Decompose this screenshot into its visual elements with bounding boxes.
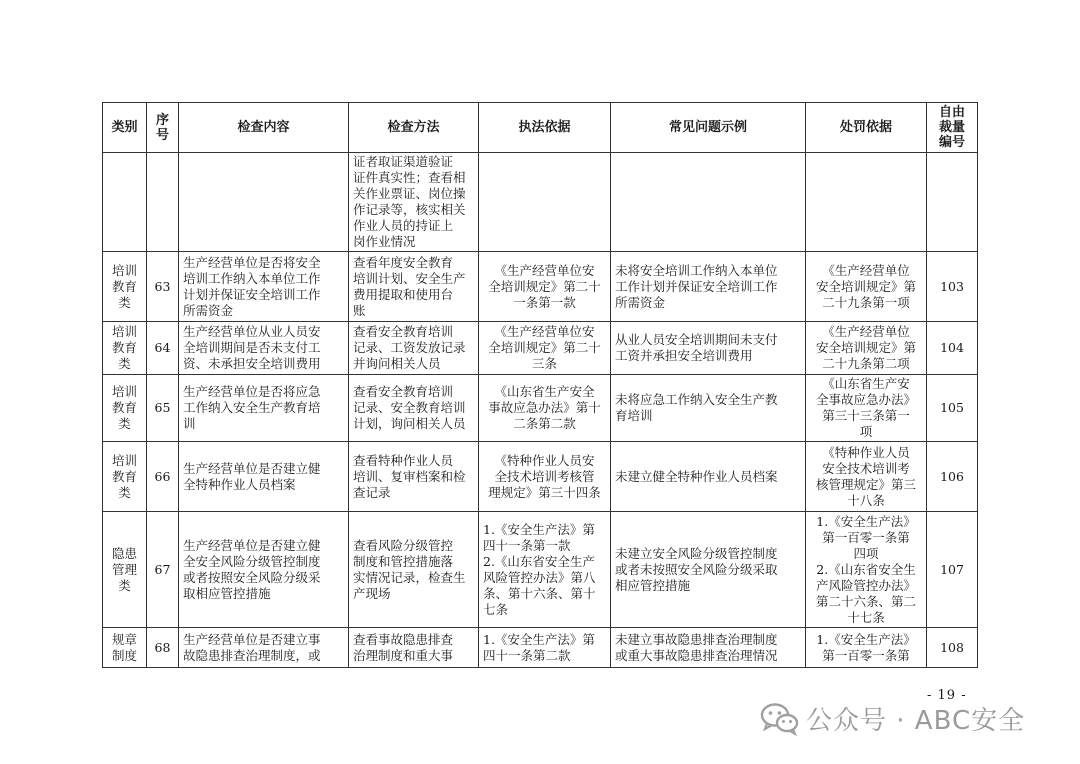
- table-row: [103, 375, 978, 442]
- cell-penalty: 《生产经营单位 安全培训规定》第 二十九条第一项: [806, 252, 927, 322]
- page-number: - 19 -: [927, 688, 967, 703]
- cell-code: 106: [927, 442, 978, 512]
- regulation-table: [102, 102, 978, 668]
- cell-problem: 从业人员安全培训期间未支付 工资并承担安全培训费用: [611, 322, 806, 375]
- cell-penalty: 《特种作业人员 安全技术培训考 核管理规定》第三 十八条: [806, 442, 927, 512]
- cell-content: 生产经营单位是否将安全 培训工作纳入本单位工作 计划并保证安全培训工作 所需资金: [179, 252, 349, 322]
- cell-penalty: 《生产经营单位 安全培训规定》第 二十九条第二项: [806, 322, 927, 375]
- cell-no: 68: [147, 628, 179, 668]
- header-penalty: 处罚依据: [806, 103, 927, 153]
- cell-content: [179, 153, 349, 252]
- cell-basis: 《生产经营单位安 全培训规定》第二十 一条第一款: [479, 252, 611, 322]
- header-content: 检查内容: [179, 103, 349, 153]
- cell-no: 63: [147, 252, 179, 322]
- cell-code: 107: [927, 512, 978, 628]
- header-code: 自由 裁量 编号: [927, 103, 978, 153]
- cell-penalty: 《山东省生产安 全事故应急办法》 第三十三条第一 项: [806, 375, 927, 442]
- table-row: [103, 322, 978, 375]
- wechat-icon: [760, 702, 800, 736]
- cell-code: [927, 153, 978, 252]
- cell-no: [147, 153, 179, 252]
- cell-problem: 未将安全培训工作纳入本单位 工作计划并保证安全培训工作 所需资金: [611, 252, 806, 322]
- cell-method: 查看安全教育培训 记录、安全教育培训 计划，询问相关人员: [349, 375, 479, 442]
- cell-content: 生产经营单位是否建立健 全安全风险分级管控制度 或者按照安全风险分级采 取相应管控措施: [179, 512, 349, 628]
- cell-basis: 《山东省生产安全 事故应急办法》第十 二条第二款: [479, 375, 611, 442]
- cell-problem: [611, 153, 806, 252]
- cell-content: 生产经营单位是否将应急 工作纳入安全生产教育培 训: [179, 375, 349, 442]
- cell-penalty: 1.《安全生产法》 第一百零一条第: [806, 628, 927, 668]
- cell-category: [103, 153, 147, 252]
- cell-penalty: [806, 153, 927, 252]
- cell-method: 查看风险分级管控 制度和管控措施落 实情况记录，检查生 产现场: [349, 512, 479, 628]
- cell-problem: 未建立事故隐患排查治理制度 或重大事故隐患排查治理情况: [611, 628, 806, 668]
- header-no: 序 号: [147, 103, 179, 153]
- cell-category: 培训 教育 类: [103, 375, 147, 442]
- header-method: 检查方法: [349, 103, 479, 153]
- cell-problem: 未将应急工作纳入安全生产教 育培训: [611, 375, 806, 442]
- table-row: [103, 512, 978, 628]
- cell-penalty: 1.《安全生产法》 第一百零一条第 四项 2.《山东省安全生 产风险管控办法》 第二十六条、第二 十七条: [806, 512, 927, 628]
- cell-basis: 1.《安全生产法》第 四十一条第一款 2.《山东省安全生产 风险管控办法》第八 条、第十六条、第十 七条: [479, 512, 611, 628]
- cell-category: 培训 教育 类: [103, 322, 147, 375]
- table-row: [103, 252, 978, 322]
- cell-method: 查看安全教育培训 记录、工资发放记录 并询问相关人员: [349, 322, 479, 375]
- cell-basis: [479, 153, 611, 252]
- cell-code: 103: [927, 252, 978, 322]
- cell-category: 培训 教育 类: [103, 252, 147, 322]
- header-category: 类别: [103, 103, 147, 153]
- watermark: [760, 700, 1025, 737]
- cell-code: 105: [927, 375, 978, 442]
- cell-content: 生产经营单位从业人员安 全培训期间是否未支付工 资、未承担安全培训费用: [179, 322, 349, 375]
- cell-method: 查看特种作业人员 培训、复审档案和检 查记录: [349, 442, 479, 512]
- header-basis: 执法依据: [479, 103, 611, 153]
- cell-method: 查看事故隐患排查 治理制度和重大事: [349, 628, 479, 668]
- cell-no: 65: [147, 375, 179, 442]
- cell-no: 66: [147, 442, 179, 512]
- table-row: [103, 153, 978, 252]
- cell-code: 108: [927, 628, 978, 668]
- watermark-text: 公众号 · ABC安全: [806, 706, 1026, 736]
- cell-basis: 1.《安全生产法》第 四十一条第二款: [479, 628, 611, 668]
- header-problem: 常见问题示例: [611, 103, 806, 153]
- cell-basis: 《特种作业人员安 全技术培训考核管 理规定》第三十四条: [479, 442, 611, 512]
- table-row: [103, 628, 978, 668]
- table-header: [103, 103, 978, 153]
- cell-category: 隐患 管理 类: [103, 512, 147, 628]
- cell-category: 规章 制度: [103, 628, 147, 668]
- cell-code: 104: [927, 322, 978, 375]
- cell-problem: 未建立安全风险分级管控制度 或者未按照安全风险分级采取 相应管控措施: [611, 512, 806, 628]
- cell-content: 生产经营单位是否建立健 全特种作业人员档案: [179, 442, 349, 512]
- cell-problem: 未建立健全特种作业人员档案: [611, 442, 806, 512]
- cell-method: 证者取证渠道验证 证件真实性；查看相 关作业票证、岗位操 作记录等，核实相关 作业人员的持证上 岗作业情况: [349, 153, 479, 252]
- cell-basis: 《生产经营单位安 全培训规定》第二十 三条: [479, 322, 611, 375]
- cell-category: 培训 教育 类: [103, 442, 147, 512]
- cell-no: 67: [147, 512, 179, 628]
- cell-no: 64: [147, 322, 179, 375]
- cell-content: 生产经营单位是否建立事 故隐患排查治理制度，或: [179, 628, 349, 668]
- cell-method: 查看年度安全教育 培训计划、安全生产 费用提取和使用台 账: [349, 252, 479, 322]
- table-row: [103, 442, 978, 512]
